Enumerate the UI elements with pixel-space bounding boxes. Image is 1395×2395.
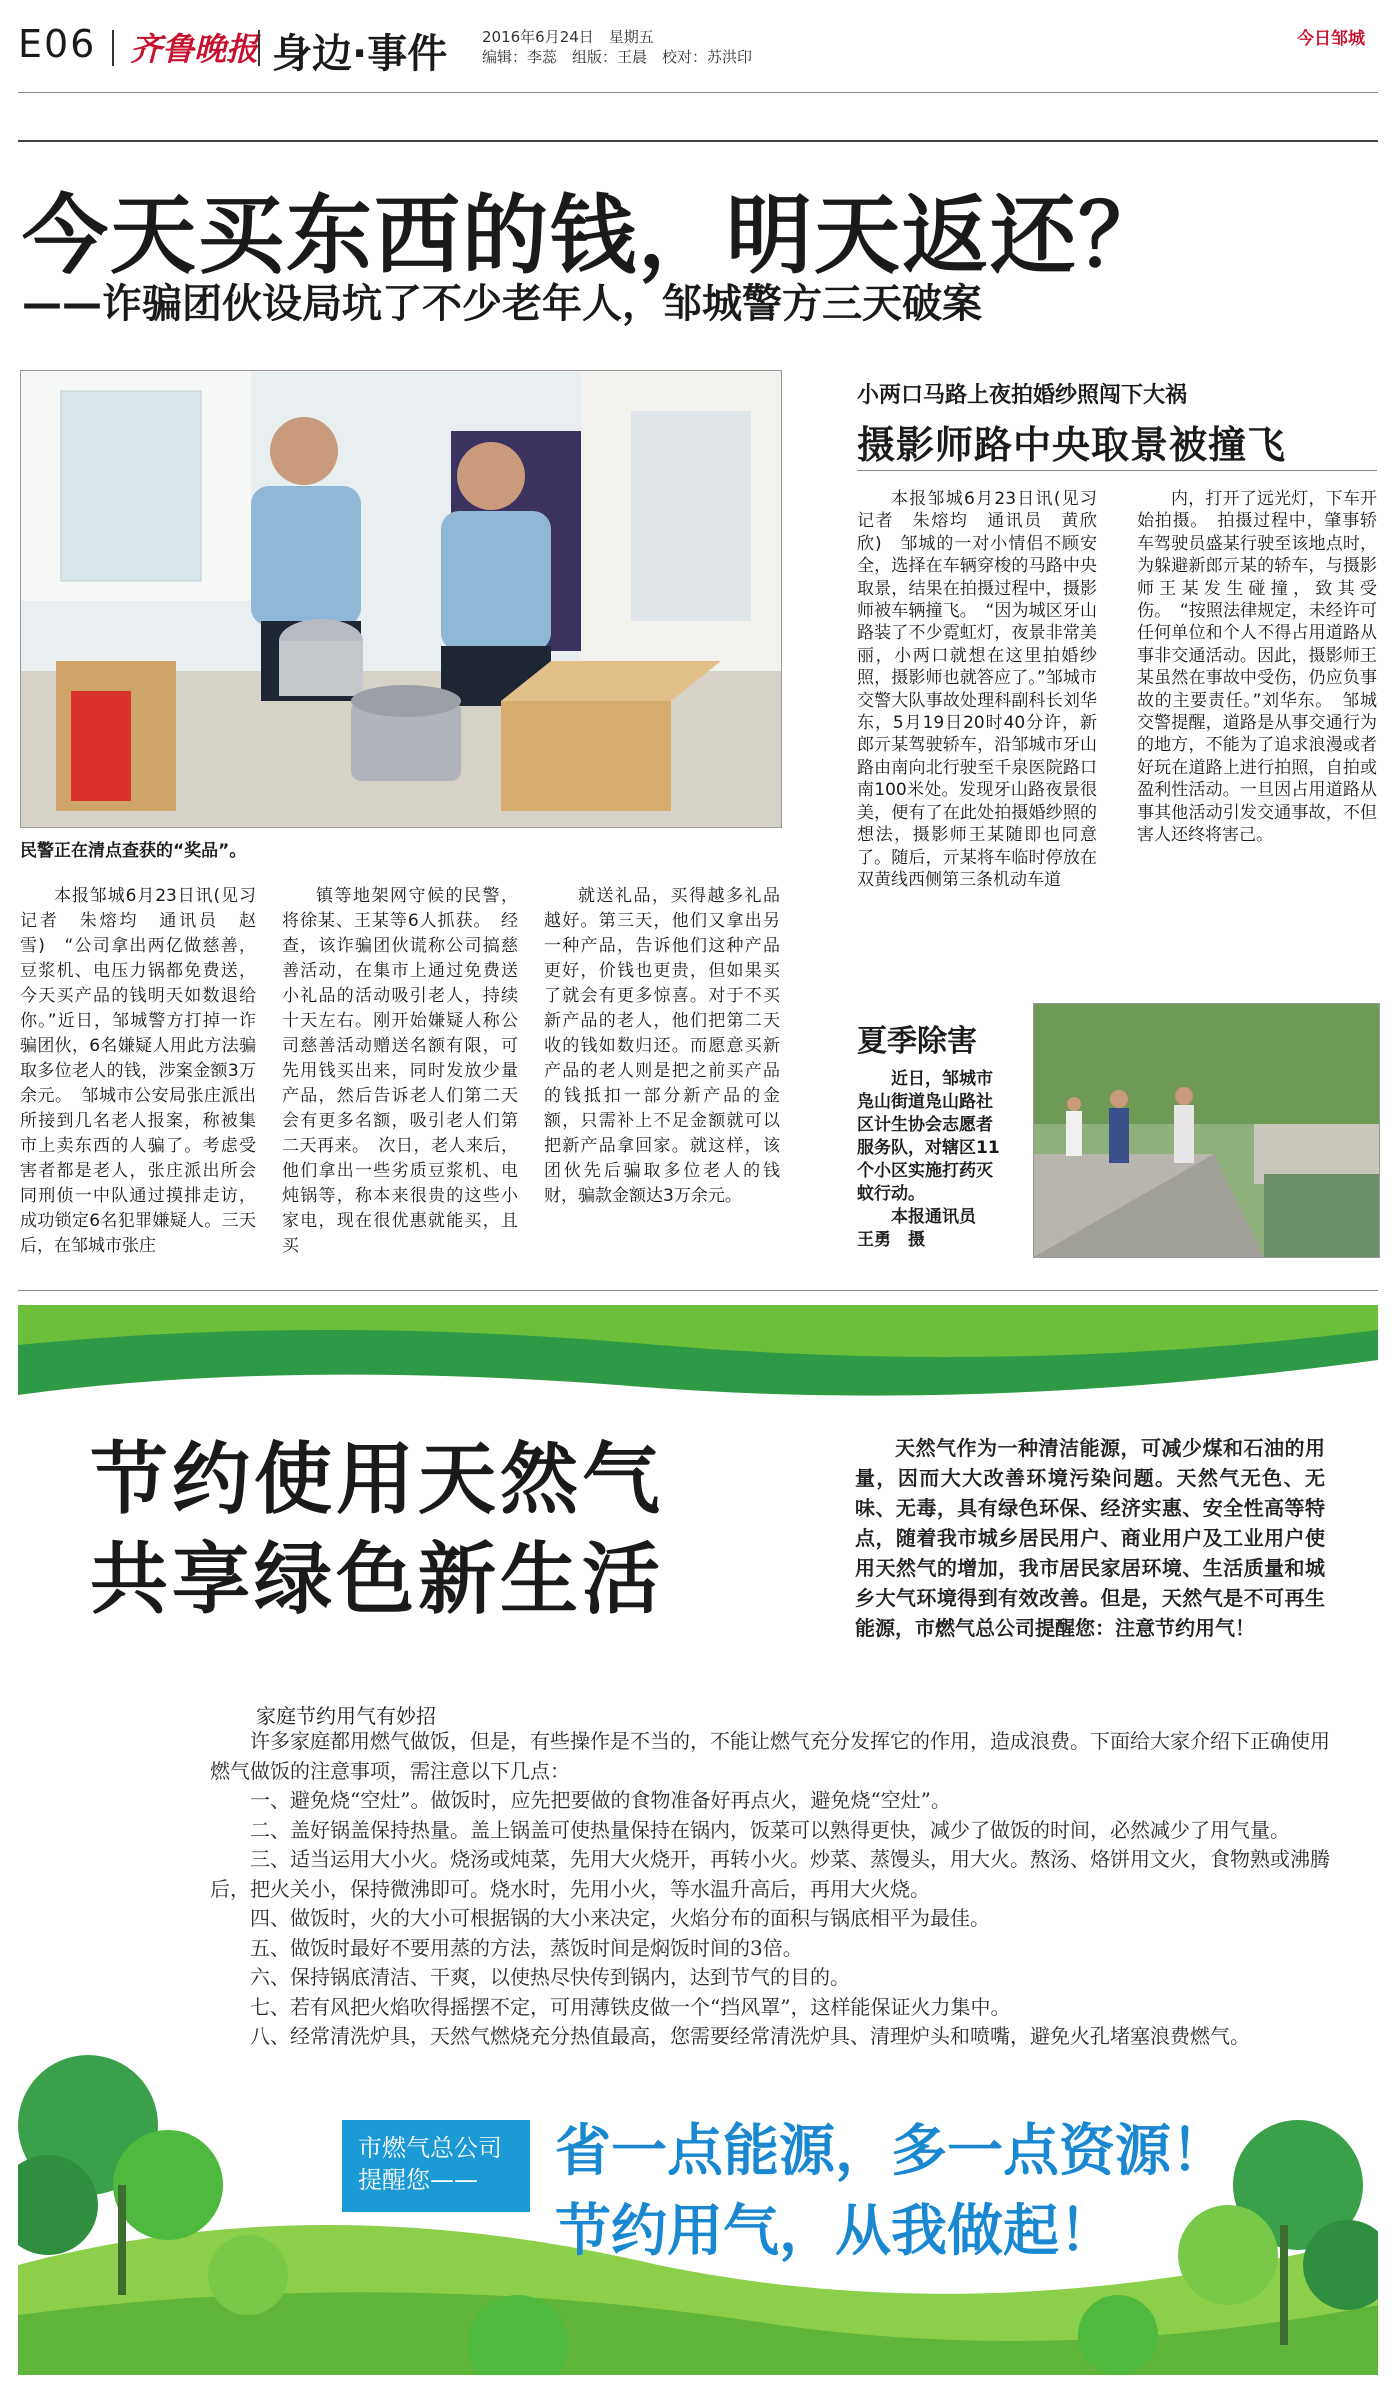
tips-title: 家庭节约用气有妙招 [256, 1704, 436, 1728]
tips-intro: 许多家庭都用燃气做饭，但是，有些操作是不当的，不能让燃气充分发挥它的作用，造成浪费。下面给大家介绍下正确使用燃气做饭的注意事项，需注意以下几点： [210, 1729, 1330, 1783]
story2-title: 摄影师路中央取景被撞飞 [857, 423, 1287, 467]
tip-item: 二、盖好锅盖保持热量。盖上锅盖可使热量保持在锅内，饭菜可以熟得更快，减少了做饭的时间，必然减少了用气量。 [250, 1817, 1290, 1842]
tip-item: 四、做饭时，火的大小可根据锅的大小来决定，火焰分布的面积与锅底相平为最佳。 [250, 1906, 990, 1930]
section-rule [18, 1290, 1378, 1291]
police-photo-illustration [21, 371, 781, 827]
ad-slogan [555, 2112, 1227, 2272]
header-rule [18, 92, 1378, 93]
editor-credits: 编辑：李蕊 组版：王晨 校对：苏洪印 [482, 48, 753, 66]
police-photo [20, 370, 782, 828]
reminder-box [342, 2120, 530, 2212]
photo-caption: 民警正在清点查获的“奖品”。 [20, 841, 247, 861]
page-number: E06 [18, 22, 97, 66]
ad-headline [90, 1430, 664, 1630]
brief-body: 近日，邹城市凫山街道凫山路社区计生协会志愿者服务队，对辖区11个小区实施打药灭蚊行动。 [857, 1069, 1000, 1204]
header-divider [258, 30, 260, 66]
brief-text [857, 1068, 1007, 1252]
story2-rule [857, 470, 1377, 471]
issue-date: 2016年6月24日 星期五 [482, 28, 654, 46]
spraying-photo-illustration [1034, 1004, 1379, 1257]
slogan-line-1: 省一点能源，多一点资源！ [555, 2119, 1227, 2184]
section-title: 身边·事件 [272, 31, 448, 77]
tip-item: 一、避免烧“空灶”。做饭时，应先把要做的食物准备好再点火，避免烧“空灶”。 [250, 1788, 951, 1812]
tip-item: 六、保持锅底清洁、干爽，以使热尽快传到锅内，达到节气的目的。 [250, 1965, 850, 1989]
tips-list [210, 1727, 1330, 2052]
reminder-line-1: 市燃气总公司 [358, 2134, 502, 2162]
story1-column-3: 就送礼品，买得越多礼品越好。第三天，他们又拿出另一种产品，告诉他们这种产品更好，价钱也更贵，但如果买了就会有更多惊喜。对于不买新产品的老人，他们把第二天收的钱如数归还。而愿意买新产品的老人则是把之前买产品的钱抵扣一部分新产品的金额，只需补上不足金额就可以把新产品拿回家。就这样，该团伙先后骗取多位老人的钱财，骗款金额达3万余元。 [544, 886, 780, 1206]
tip-item: 三、适当运用大小火。烧汤或炖菜，先用大火烧开，再转小火。炒菜、蒸馒头，用大火。熬汤、烙饼用文火，食物熟或沸腾后，把火关小，保持微沸即可。烧水时，先用小火，等水温升高后，再用大火烧。 [210, 1847, 1330, 1901]
story2-column-2: 内，打开了远光灯，下车开始拍摄。 拍摄过程中，肇事轿车驾驶员盛某行驶至该地点时，为躲避新郎亓某的轿车，与摄影师王某发生碰撞，致其受伤。 “按照法律规定，未经许可任何单位和个人不得占用道路从事非交通活动。因此，摄影师王某虽然在事故中受伤，仍应负事故的主要责任。”刘华东。 邹城交警提醒，道路是从事交通行为的地方，不能为了追求浪漫或者好玩在道路上进行拍照，自拍或盈利性活动。一旦因占用道路从事其他活动引发交通事故，不但害人还终将害己。 [1137, 489, 1377, 846]
main-headline: 今天买东西的钱，明天返还？ [22, 186, 1166, 286]
reminder-line-2: 提醒您—— [358, 2166, 478, 2194]
story2-kicker: 小两口马路上夜拍婚纱照闯下大祸 [857, 383, 1188, 408]
tip-item: 七、若有风把火焰吹得摇摆不定，可用薄铁皮做一个“挡风罩”，这样能保证火力集中。 [250, 1994, 1011, 2019]
tip-item: 八、经常清洗炉具，天然气燃烧充分热值最高，您需要经常清洗炉具、清理炉头和喷嘴，避免火孔堵塞浪费燃气。 [250, 2024, 1250, 2048]
story2-column-1: 本报邹城6月23日讯(见习记者 朱熔均 通讯员 黄欣欣) 邹城的一对小情侣不顾安全，选择在车辆穿梭的马路中央取景，结果在拍摄过程中，摄影师被车辆撞飞。 “因为城区牙山路装了不少霓虹灯，夜景非常美丽，小两口就想在这里拍婚纱照，摄影师也就答应了。”邹城市交警大队事故处理科副科长刘华东，5月19日20时40分许，新郎亓某驾驶轿车，沿邹城市牙山路由南向北行驶至千泉医院路口南100米处。发现牙山路夜景很美，便有了在此处拍摄婚纱照的想法，摄影师王某随即也同意了。随后，亓某将车临时停放在双黄线西侧第三条机动车道 [857, 489, 1097, 890]
story1-column-1: 本报邹城6月23日讯(见习记者 朱熔均 通讯员 赵雪) “公司拿出两亿做慈善，豆浆机、电压力锅都免费送，今天买产品的钱明天如数退给你。”近日，邹城警方打掉一诈骗团伙，6名嫌疑人用此方法骗取多位老人的钱，涉案金额3万余元。 邹城市公安局张庄派出所接到几名老人报案，称被集市上卖东西的人骗了。考虑受害者都是老人，张庄派出所会同刑侦一中队通过摸排走访，成功锁定6名犯罪嫌疑人。三天后，在邹城市张庄 [20, 886, 256, 1256]
ad-headline-line-2: 共享绿色新生活 [90, 1535, 665, 1625]
tip-item: 五、做饭时最好不要用蒸的方法，蒸饭时间是焖饭时间的3倍。 [250, 1935, 803, 1960]
brief-title: 夏季除害 [857, 1024, 977, 1059]
brief-credit: 本报通讯员 王勇 摄 [857, 1207, 993, 1250]
story1-column-2: 镇等地架网守候的民警，将徐某、王某等6人抓获。 经查，该诈骗团伙谎称公司搞慈善活动，在集市上通过免费送小礼品的活动吸引老人，持续十天左右。刚开始嫌疑人称公司慈善活动赠送名额有限，可先用钱买出来，同时发放少量产品，然后告诉老人们第二天会有更多名额，吸引老人们第二天再来。 次日，老人来后，他们拿出一些劣质豆浆机、电炖锅等，称本来很贵的这些小家电，现在很优惠就能买，且买 [282, 886, 518, 1256]
newspaper-logo: 齐鲁晚报 [130, 30, 259, 68]
top-rule [18, 140, 1378, 142]
main-subhead: ——诈骗团伙设局坑了不少老年人，邹城警方三天破案 [22, 281, 982, 327]
ad-intro-text: 天然气作为一种清洁能源，可减少煤和石油的用量，因而大大改善环境污染问题。天然气无色、无味、无毒，具有绿色环保、经济实惠、安全性高等特点，随着我市城乡居民用户、商业用户及工业用户使用天然气的增加，我市居民家居环境、生活质量和城乡大气环境得到有效改善。但是，天然气是不可再生能源，市燃气总公司提醒您：注意节约用气！ [855, 1436, 1325, 1640]
ad-headline-line-1: 节约使用天然气 [90, 1435, 665, 1525]
header-divider [112, 30, 114, 66]
slogan-line-2: 节约用气，从我做起！ [555, 2199, 1115, 2264]
spraying-photo [1033, 1003, 1380, 1258]
edition-label: 今日邹城 [1297, 29, 1365, 49]
